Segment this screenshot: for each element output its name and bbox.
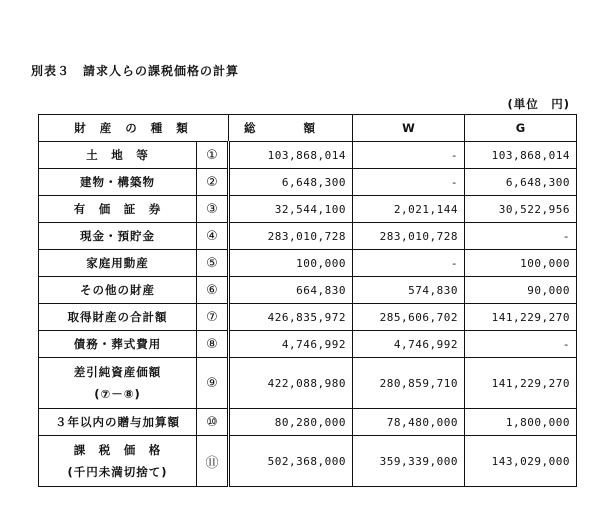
row-total: 502,368,000 (229, 436, 353, 487)
row-number: ③ (197, 196, 229, 223)
row-kind: 債務・葬式費用 (39, 331, 197, 358)
row-kind: 建物・構築物 (39, 169, 197, 196)
row-total: 100,000 (229, 250, 353, 277)
row-number: ⑥ (197, 277, 229, 304)
row-number: ② (197, 169, 229, 196)
row-total: 422,088,980 (229, 358, 353, 409)
row-g: 100,000 (465, 250, 577, 277)
row-total: 4,746,992 (229, 331, 353, 358)
row-number: ⑤ (197, 250, 229, 277)
row-g: - (465, 331, 577, 358)
row-total: 426,835,972 (229, 304, 353, 331)
row-g: 90,000 (465, 277, 577, 304)
row-total: 103,868,014 (229, 142, 353, 169)
unit-label: (単位 円) (507, 97, 570, 111)
row-total: 6,648,300 (229, 169, 353, 196)
row-w: 283,010,728 (353, 223, 465, 250)
row-w: - (353, 169, 465, 196)
row-kind: 土 地 等 (39, 142, 197, 169)
table-row (39, 250, 577, 277)
table-row (39, 358, 577, 409)
row-w: 285,606,702 (353, 304, 465, 331)
row-g: 1,800,000 (465, 409, 577, 436)
row-g: 141,229,270 (465, 304, 577, 331)
row-kind (39, 358, 197, 409)
row-kind-line2: (千円未満切捨て) (67, 465, 168, 479)
row-number: ⑦ (197, 304, 229, 331)
row-w: 4,746,992 (353, 331, 465, 358)
row-g: 30,522,956 (465, 196, 577, 223)
row-w: 574,830 (353, 277, 465, 304)
row-number: ⑨ (197, 358, 229, 409)
header-total: 総 額 (229, 115, 353, 142)
row-kind-line1: 課 税 価 格 (73, 443, 162, 457)
row-g: 143,029,000 (465, 436, 577, 487)
row-g: 6,648,300 (465, 169, 577, 196)
header-g: G (465, 115, 577, 142)
row-kind: 家庭用動産 (39, 250, 197, 277)
row-g: 141,229,270 (465, 358, 577, 409)
row-g: - (465, 223, 577, 250)
row-w: 359,339,000 (353, 436, 465, 487)
row-g: 103,868,014 (465, 142, 577, 169)
taxable-value-table (38, 114, 577, 487)
header-w: W (353, 115, 465, 142)
table-row (39, 331, 577, 358)
table-row (39, 436, 577, 487)
row-kind: ３年以内の贈与加算額 (39, 409, 197, 436)
header-kind: 財 産 の 種 類 (39, 115, 229, 142)
table-row (39, 409, 577, 436)
row-w: - (353, 250, 465, 277)
table-row (39, 223, 577, 250)
row-kind: 有 価 証 券 (39, 196, 197, 223)
row-w: 280,859,710 (353, 358, 465, 409)
row-total: 32,544,100 (229, 196, 353, 223)
row-kind: 取得財産の合計額 (39, 304, 197, 331)
table-header-row (39, 115, 577, 142)
table-row (39, 196, 577, 223)
table-row (39, 277, 577, 304)
row-w: - (353, 142, 465, 169)
row-kind: その他の財産 (39, 277, 197, 304)
row-w: 78,480,000 (353, 409, 465, 436)
document-title: 別表３ 請求人らの課税価格の計算 (31, 64, 240, 78)
row-kind-line1: 差引純資産価額 (73, 365, 162, 379)
row-number: ① (197, 142, 229, 169)
row-total: 283,010,728 (229, 223, 353, 250)
row-number: ④ (197, 223, 229, 250)
row-kind (39, 436, 197, 487)
row-kind: 現金・預貯金 (39, 223, 197, 250)
table-row (39, 169, 577, 196)
row-number: ⑩ (197, 409, 229, 436)
table-row (39, 304, 577, 331)
row-w: 2,021,144 (353, 196, 465, 223)
row-kind-line2: (⑦－⑧) (94, 387, 141, 401)
row-total: 664,830 (229, 277, 353, 304)
row-number: ⑪ (197, 436, 229, 487)
row-total: 80,280,000 (229, 409, 353, 436)
table-row (39, 142, 577, 169)
row-number: ⑧ (197, 331, 229, 358)
